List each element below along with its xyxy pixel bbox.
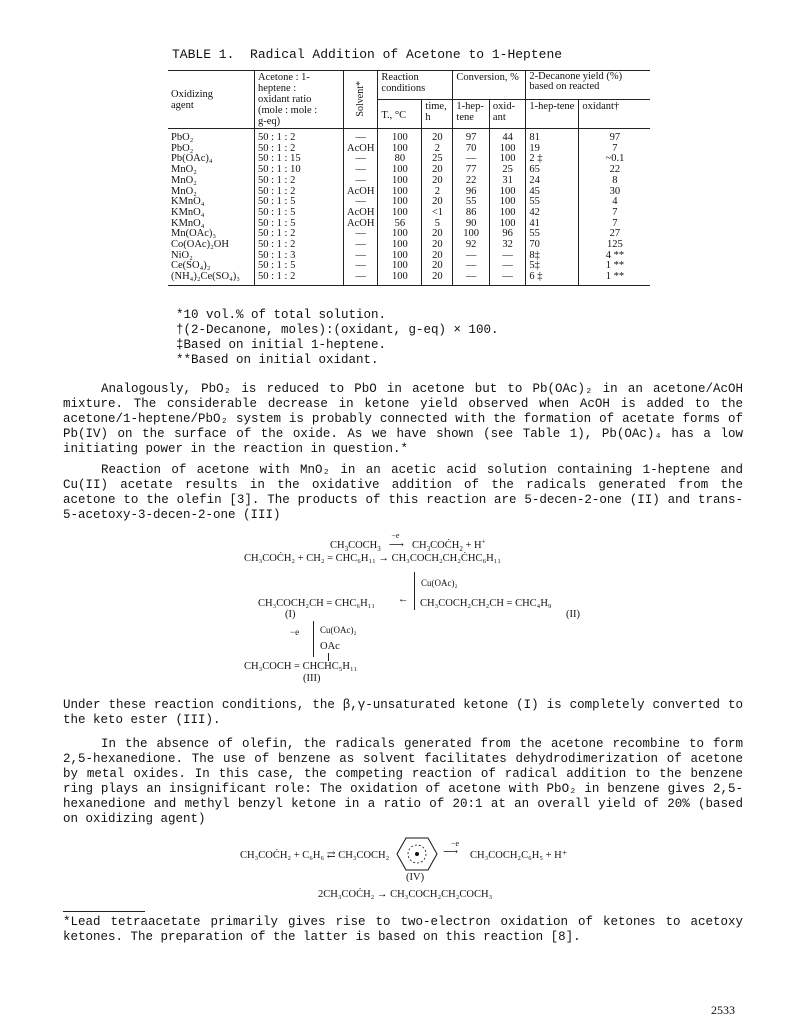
cell-time: 2 <box>422 144 453 155</box>
cell-solvent: AcOH <box>344 208 378 219</box>
cell-time: 20 <box>422 176 453 187</box>
results-table <box>168 70 650 286</box>
scheme2-dimerization: 2CH₃COĊH₂ → CH₃COCH₂CH₂COCH₃ <box>318 889 493 900</box>
cell-temp: 100 <box>378 251 422 262</box>
table-row <box>168 165 650 176</box>
cell-yield-heptene: 2 ‡ <box>526 154 579 165</box>
scheme1-step2: CH₃COĊH₂ + CH₂ = CHC₆H₁₁ → CH₃COCH₂CH₂ĊHC₆H₁₁ <box>244 553 502 564</box>
header-agent: Oxidizing agent <box>168 71 255 129</box>
cell-conv-oxidant: 100 <box>489 144 526 155</box>
cell-ratio: 50 : 1 : 2 <box>255 240 344 251</box>
cell-temp: 100 <box>378 229 422 240</box>
cell-agent: (NH₄)₂Ce(SO₄)₃ <box>168 272 255 285</box>
cell-temp: 100 <box>378 240 422 251</box>
cell-ratio: 50 : 1 : 5 <box>255 219 344 230</box>
cell-yield-heptene: 19 <box>526 144 579 155</box>
cell-temp: 80 <box>378 154 422 165</box>
table-row <box>168 219 650 230</box>
cell-ratio: 50 : 1 : 10 <box>255 165 344 176</box>
cell-yield-oxidant: 7 <box>579 219 651 230</box>
cell-agent: KMnO₄ <box>171 196 205 208</box>
cell-temp: 100 <box>378 208 422 219</box>
header-temp: T., °C <box>378 100 422 129</box>
cell-yield-oxidant: 4 ** <box>579 251 651 262</box>
cell-yield-oxidant: 8 <box>579 176 651 187</box>
cell-time: 20 <box>422 129 453 144</box>
header-yield: 2-Decanone yield (%) based on reacted <box>526 71 651 100</box>
cell-ratio: 50 : 1 : 2 <box>255 144 344 155</box>
scheme1-label-II: (II) <box>566 609 580 620</box>
cell-agent: PbO₂ <box>171 132 194 143</box>
table-row <box>168 129 650 144</box>
cell-time: 20 <box>422 165 453 176</box>
cell-solvent: — <box>344 251 378 262</box>
cell-solvent: — <box>344 165 378 176</box>
cell-solvent: — <box>344 154 378 165</box>
page-footnote <box>63 915 743 945</box>
table-body <box>168 129 650 286</box>
cell-agent: KMnO₄ <box>171 217 205 229</box>
cell-conv-oxidant: — <box>489 272 526 285</box>
cell-time: 25 <box>422 154 453 165</box>
cell-conv-heptene: 55 <box>453 197 490 208</box>
cell-yield-oxidant: 7 <box>579 208 651 219</box>
cell-time: 20 <box>422 240 453 251</box>
cell-conv-heptene: — <box>453 251 490 262</box>
cell-conv-heptene: — <box>453 261 490 272</box>
paragraph-3 <box>63 698 743 728</box>
scheme1-step1: $CH_3COCH_3$ −e ⟶ $CH_3COĊH_2 + H^+$ <box>330 530 486 553</box>
cell-time: 20 <box>422 272 453 285</box>
cell-yield-oxidant: 27 <box>579 229 651 240</box>
scheme1-label-III: (III) <box>303 673 321 684</box>
paragraph-2-text: Reaction of acetone with MnO₂ in an acetic acid solution containing 1-heptene and Cu(II) acetate results in the oxidative addition of the radicals generated from the acetone to the olefin [3]. The products of this reaction are 5-decen-2-one (II) and trans-5-acetoxy-3-decen-2-one (III) <box>63 463 743 522</box>
cell-solvent: AcOH <box>344 219 378 230</box>
benzene-ring-icon <box>396 836 438 872</box>
cell-yield-oxidant: 4 <box>579 197 651 208</box>
cell-solvent: — <box>344 176 378 187</box>
header-reaction-conditions: Reaction conditions <box>378 71 453 100</box>
cell-yield-heptene: 55 <box>526 197 579 208</box>
cell-temp: 56 <box>378 219 422 230</box>
cell-yield-oxidant: 22 <box>579 165 651 176</box>
paragraph-2 <box>63 463 743 523</box>
cell-conv-heptene: 77 <box>453 165 490 176</box>
table-row <box>168 176 650 187</box>
paragraph-4 <box>63 737 743 827</box>
header-conv-heptene: 1-hep-tene <box>453 100 490 129</box>
cell-agent: Co(OAc)₂OH <box>171 239 229 251</box>
cell-time: <1 <box>422 208 453 219</box>
cell-conv-heptene: 92 <box>453 240 490 251</box>
scheme1-product-II: CH₃COCH₂CH₂CH = CHC₄H₉ <box>420 598 552 609</box>
cell-solvent: — <box>344 272 378 285</box>
scheme1-cu-label-2: Cu(OAc)₂ <box>320 625 357 635</box>
header-solvent: Solvent* <box>344 71 378 129</box>
cell-conv-oxidant: 100 <box>489 197 526 208</box>
cell-ratio: 50 : 1 : 15 <box>255 154 344 165</box>
cell-time: 20 <box>422 261 453 272</box>
page-footnote-text: *Lead tetraacetate primarily gives rise to two-electron oxidation of ketones to acetoxy ketones. The preparation of the latter is based on this reaction [8]. <box>63 915 743 944</box>
cell-solvent: — <box>344 129 378 144</box>
table-row <box>168 154 650 165</box>
cell-agent: KMnO₄ <box>171 206 205 218</box>
cell-ratio: 50 : 1 : 2 <box>255 187 344 198</box>
cell-time: 20 <box>422 251 453 262</box>
cell-yield-heptene: 24 <box>526 176 579 187</box>
cell-yield-heptene: 65 <box>526 165 579 176</box>
cell-yield-heptene: 41 <box>526 219 579 230</box>
paragraph-1-text: Analogously, PbO₂ is reduced to PbO in acetone but to Pb(OAc)₂ in an acetone/AcOH mixture. The considerable decrease in ketone yield observed when AcOH is added to the acetone/1-heptene/PbO₂ system is probably connected with the formation of acetate forms of Pb(IV) on the surface of the oxide. As we have shown (see Table 1), Pb(OAc)₄ has a low initiating power in the reaction in question.* <box>63 382 743 456</box>
scheme2-label-IV: (IV) <box>406 872 425 883</box>
cell-yield-heptene: 81 <box>526 129 579 144</box>
cell-conv-oxidant: 31 <box>489 176 526 187</box>
cell-agent: MnO₂ <box>171 174 197 186</box>
cell-conv-oxidant: — <box>489 251 526 262</box>
scheme1-product-I: CH₃COCH₂CH = CHC₆H₁₁ <box>258 598 375 609</box>
cell-solvent: — <box>344 240 378 251</box>
cell-ratio: 50 : 1 : 2 <box>255 272 344 285</box>
table-footnote-1: *10 vol.% of total solution. <box>176 308 387 322</box>
cell-time: 20 <box>422 229 453 240</box>
scheme1-oac-bond <box>328 653 329 661</box>
table-row <box>168 261 650 272</box>
cell-yield-oxidant: 1 ** <box>579 272 651 285</box>
cell-solvent: AcOH <box>344 144 378 155</box>
scheme1-vertical-arrow-1 <box>414 572 415 610</box>
cell-agent: Mn(OAc)₃ <box>171 228 217 240</box>
cell-yield-heptene: 55 <box>526 229 579 240</box>
table-row <box>168 187 650 198</box>
cell-ratio: 50 : 1 : 5 <box>255 197 344 208</box>
header-yield-oxidant: oxidant† <box>579 100 651 129</box>
table-footnote-3: ‡Based on initial 1-heptene. <box>176 338 387 352</box>
header-conv-oxidant: oxid-ant <box>489 100 526 129</box>
cell-conv-oxidant: 96 <box>489 229 526 240</box>
cell-conv-heptene: 96 <box>453 187 490 198</box>
cell-agent: PbO₂ <box>171 142 194 154</box>
cell-conv-heptene: 97 <box>453 129 490 144</box>
scheme1-vertical-arrow-2 <box>313 621 314 657</box>
cell-yield-oxidant: 7 <box>579 144 651 155</box>
cell-ratio: 50 : 1 : 2 <box>255 176 344 187</box>
scheme1-left-arrow: ← <box>398 594 409 605</box>
cell-time: 2 <box>422 187 453 198</box>
scheme1-arrow1: −e ⟶ <box>388 530 404 551</box>
cell-yield-oxidant: 1 ** <box>579 261 651 272</box>
footnote-rule <box>63 911 145 912</box>
table-row <box>168 144 650 155</box>
table-footnote-4: **Based on initial oxidant. <box>176 353 379 367</box>
cell-solvent: AcOH <box>344 187 378 198</box>
cell-conv-oxidant: 25 <box>489 165 526 176</box>
cell-conv-heptene: 70 <box>453 144 490 155</box>
cell-yield-heptene: 6 ‡ <box>526 272 579 285</box>
scheme1-product-III: CH₃COCH = CHCHC₅H₁₁ <box>244 661 358 672</box>
scheme2-right: CH₃COCH₂C₆H₅ + H⁺ <box>470 850 568 861</box>
cell-temp: 100 <box>378 144 422 155</box>
cell-solvent: — <box>344 229 378 240</box>
cell-conv-heptene: 90 <box>453 219 490 230</box>
table-row <box>168 229 650 240</box>
cell-agent: Ce(SO₄)₂ <box>171 260 211 272</box>
cell-ratio: 50 : 1 : 5 <box>255 208 344 219</box>
cell-agent: Pb(OAc)₄ <box>171 153 213 165</box>
cell-temp: 100 <box>378 272 422 285</box>
paragraph-1 <box>63 382 743 457</box>
header-conversion: Conversion, % <box>453 71 526 100</box>
header-time: time, h <box>422 100 453 129</box>
paragraph-3-text: Under these reaction conditions, the β,γ-unsaturated ketone (I) is completely converted to the keto ester (III). <box>63 698 743 727</box>
cell-temp: 100 <box>378 187 422 198</box>
table-title: TABLE 1. Radical Addition of Acetone to 1-Heptene <box>172 47 563 62</box>
cell-temp: 100 <box>378 176 422 187</box>
scheme2-left: CH₃COĊH₂ + C₆H₆ ⇄ CH₃COCH₂ <box>240 850 390 861</box>
table-row <box>168 240 650 251</box>
scheme1-minus-e: −e <box>290 627 300 637</box>
cell-yield-oxidant: 125 <box>579 240 651 251</box>
cell-ratio: 50 : 1 : 5 <box>255 261 344 272</box>
cell-conv-heptene: — <box>453 272 490 285</box>
cell-ratio: 50 : 1 : 2 <box>255 229 344 240</box>
cell-conv-oxidant: 44 <box>489 129 526 144</box>
cell-agent: MnO₂ <box>171 164 197 176</box>
cell-solvent: — <box>344 197 378 208</box>
cell-conv-oxidant: 100 <box>489 154 526 165</box>
table-row <box>168 208 650 219</box>
cell-temp: 100 <box>378 197 422 208</box>
table-footnote-2: †(2-Decanone, moles):(oxidant, g-eq) × 100. <box>176 323 499 337</box>
header-yield-heptene: 1-hep-tene <box>526 100 579 129</box>
table-row <box>168 251 650 262</box>
cell-yield-heptene: 70 <box>526 240 579 251</box>
cell-time: 20 <box>422 197 453 208</box>
scheme1-oac: OAc <box>320 641 340 652</box>
cell-temp: 100 <box>378 261 422 272</box>
cell-yield-heptene: 45 <box>526 187 579 198</box>
cell-time: 5 <box>422 219 453 230</box>
cell-yield-heptene: 5‡ <box>526 261 579 272</box>
scheme2-arrow: −e ⟶ <box>443 839 460 858</box>
cell-yield-oxidant: 30 <box>579 187 651 198</box>
cell-temp: 100 <box>378 165 422 176</box>
cell-yield-oxidant: ~0.1 <box>579 154 651 165</box>
paragraph-4-text: In the absence of olefin, the radicals generated from the acetone recombine to form 2,5-hexanedione. The use of benzene as solvent facilitates dehydrodimerization of acetone by metal oxides. In this case, the competing reaction of radical addition to the benzene ring plays an insignificant role: The oxidation of acetone with PbO₂ in benzene gives 2,5-hexanedione and methyl benzyl ketone in a ratio of 20:1 at an overall yield of 20% (based on oxidizing agent) <box>63 737 743 826</box>
table-row <box>168 197 650 208</box>
cell-solvent: — <box>344 261 378 272</box>
cell-yield-oxidant: 97 <box>579 129 651 144</box>
cell-conv-oxidant: — <box>489 261 526 272</box>
cell-conv-oxidant: 100 <box>489 208 526 219</box>
scheme1-cu-label: Cu(OAc)₂ <box>421 578 458 588</box>
header-ratio: Acetone : 1- heptene : oxidant ratio (mole : mole : g-eq) <box>255 71 344 129</box>
cell-temp: 100 <box>378 129 422 144</box>
cell-conv-heptene: 22 <box>453 176 490 187</box>
cell-yield-heptene: 42 <box>526 208 579 219</box>
scheme1-label-I: (I) <box>285 609 296 620</box>
cell-ratio: 50 : 1 : 2 <box>255 129 344 144</box>
cell-conv-heptene: 100 <box>453 229 490 240</box>
cell-conv-heptene: — <box>453 154 490 165</box>
cell-yield-heptene: 8‡ <box>526 251 579 262</box>
cell-agent: NiO₂ <box>171 249 193 261</box>
cell-ratio: 50 : 1 : 3 <box>255 251 344 262</box>
cell-conv-heptene: 86 <box>453 208 490 219</box>
cell-agent: MnO₂ <box>171 185 197 197</box>
table-row <box>168 272 650 285</box>
page-number: 2533 <box>711 1003 735 1017</box>
cell-conv-oxidant: 100 <box>489 219 526 230</box>
cell-conv-oxidant: 100 <box>489 187 526 198</box>
cell-conv-oxidant: 32 <box>489 240 526 251</box>
